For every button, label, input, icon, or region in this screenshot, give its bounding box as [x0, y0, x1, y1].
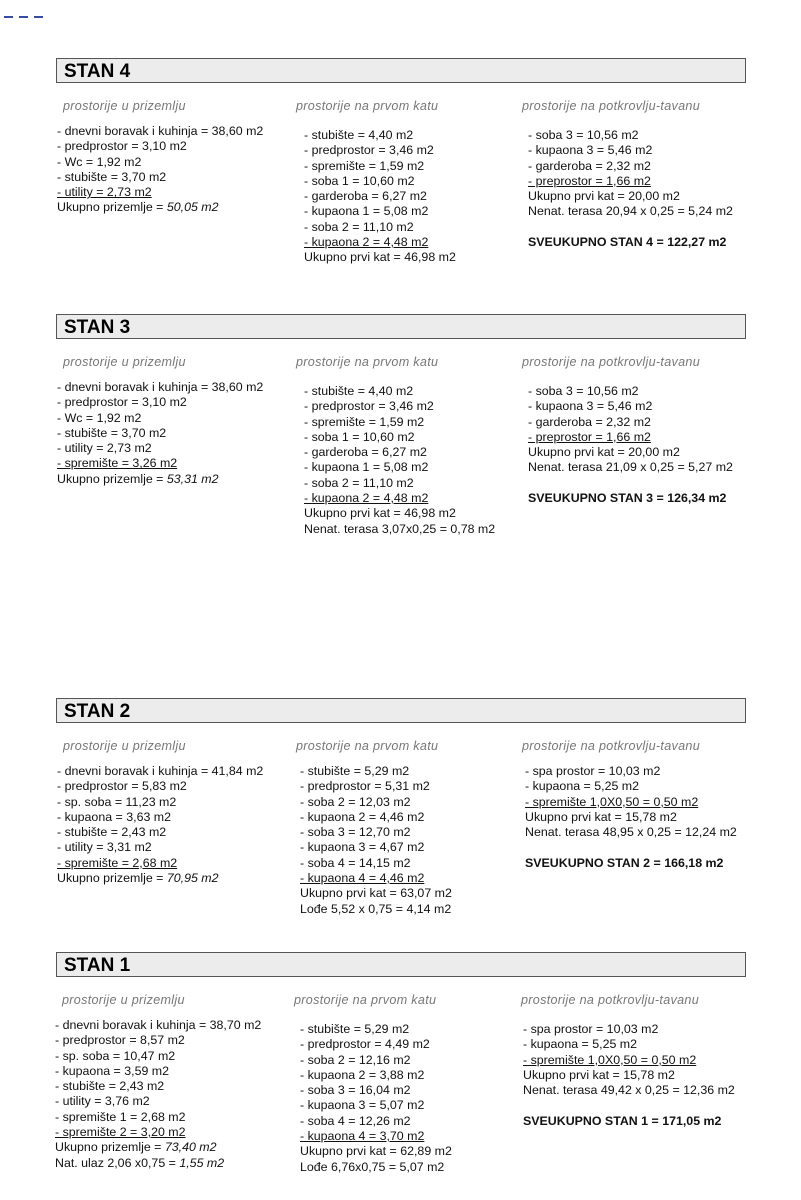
room-line: - dnevni boravak i kuhinja = 38,60 m2 [57, 124, 264, 138]
room-line: - kupaona 4 = 4,46 m2 [300, 871, 425, 886]
ground-total: Ukupno prizemlje = 70,95 m2 [57, 871, 219, 886]
room-line: - kupaona 2 = 4,48 m2 [304, 491, 429, 506]
stan-1-grand-total: SVEUKUPNO STAN 1 = 171,05 m2 [523, 1113, 722, 1128]
stan-3-first-list [304, 384, 495, 537]
room-line: - soba 3 = 10,56 m2 [528, 384, 639, 398]
stan-2-title: STAN 2 [64, 701, 131, 722]
room-line: - stubište = 4,40 m2 [304, 128, 414, 142]
room-line: - spremište 2 = 3,20 m2 [55, 1125, 186, 1140]
loggia-line: Lođe 5,52 x 0,75 = 4,14 m2 [300, 901, 452, 916]
room-line: - kupaona 2 = 4,46 m2 [300, 809, 425, 824]
room-line: - predprostor = 3,46 m2 [304, 143, 434, 158]
room-line: - soba 1 = 10,60 m2 [304, 429, 415, 444]
attic-total: Ukupno prvi kat = 20,00 m2 [528, 189, 680, 204]
room-line: - kupaona 3 = 5,46 m2 [528, 399, 653, 414]
room-line: - utility = 3,31 m2 [57, 840, 152, 855]
room-line: - stubište = 5,29 m2 [300, 1022, 410, 1036]
terrace-line: Nenat. terasa 48,95 x 0,25 = 12,24 m2 [525, 825, 737, 840]
room-line: - soba 2 = 11,10 m2 [304, 219, 414, 234]
room-line: - stubište = 4,40 m2 [304, 384, 414, 398]
room-line: - predprostor = 8,57 m2 [55, 1033, 185, 1048]
room-line: - kupaona 4 = 3,70 m2 [300, 1129, 425, 1144]
room-line: - predprostor = 3,10 m2 [57, 139, 187, 154]
stan-2-grand-total: SVEUKUPNO STAN 2 = 166,18 m2 [525, 855, 724, 870]
stan-4-title: STAN 4 [64, 61, 131, 82]
room-line: - utility = 3,76 m2 [55, 1094, 150, 1109]
room-line: - stubište = 3,70 m2 [57, 169, 167, 184]
room-line: - soba 2 = 12,16 m2 [300, 1052, 411, 1067]
room-line: - soba 4 = 12,26 m2 [300, 1113, 411, 1128]
room-line: - kupaona = 5,25 m2 [523, 1037, 638, 1052]
attic-total: Ukupno prvi kat = 15,78 m2 [525, 809, 677, 824]
attic-heading: prostorije na potkrovlju-tavanu [522, 99, 701, 113]
terrace-line: Nenat. terasa 3,07x0,25 = 0,78 m2 [304, 521, 496, 536]
room-line: - kupaona 3 = 5,46 m2 [528, 143, 653, 158]
attic-total: Ukupno prvi kat = 20,00 m2 [528, 445, 680, 460]
room-line: - utility = 2,73 m2 [57, 441, 152, 456]
stan-3-ground-list [57, 380, 263, 487]
room-line: - garderoba = 2,32 m2 [528, 414, 651, 429]
room-line: - utility = 2,73 m2 [57, 185, 152, 200]
room-line: - kupaona 2 = 4,48 m2 [304, 235, 429, 250]
stan-3-grand-total: SVEUKUPNO STAN 3 = 126,34 m2 [528, 491, 727, 506]
room-line: - stubište = 5,29 m2 [300, 764, 410, 778]
room-line: - sp. soba = 10,47 m2 [55, 1048, 176, 1063]
room-line: - soba 3 = 12,70 m2 [300, 825, 411, 840]
stan-2-first-list [300, 764, 452, 917]
stan-4-header [56, 58, 746, 83]
stan-4-grand-total: SVEUKUPNO STAN 4 = 122,27 m2 [528, 235, 727, 250]
room-line: - predprostor = 4,49 m2 [300, 1037, 430, 1052]
room-line: - spa prostor = 10,03 m2 [525, 764, 661, 778]
room-line: - kupaona 3 = 4,67 m2 [300, 840, 425, 855]
room-line: - kupaona = 3,63 m2 [57, 809, 172, 824]
room-line: - garderoba = 6,27 m2 [304, 189, 427, 204]
stan-1-title: STAN 1 [64, 955, 131, 976]
ground-total: Ukupno prizemlje = 53,31 m2 [57, 471, 219, 486]
terrace-line: Nenat. terasa 21,09 x 0,25 = 5,27 m2 [528, 460, 733, 475]
stan-2-attic-list [525, 764, 737, 871]
ground-heading: prostorije u prizemlju [63, 739, 186, 753]
stan-1-first-list [300, 1022, 452, 1175]
room-line: - spa prostor = 10,03 m2 [523, 1022, 659, 1036]
first-floor-heading: prostorije na prvom katu [296, 739, 439, 753]
stan-3-title: STAN 3 [64, 317, 131, 338]
loggia-line: Lođe 6,76x0,75 = 5,07 m2 [300, 1159, 445, 1174]
stan-1-header [56, 952, 746, 977]
room-line: - soba 3 = 10,56 m2 [528, 128, 639, 142]
room-line: - soba 4 = 14,15 m2 [300, 855, 411, 870]
room-line: - soba 2 = 12,03 m2 [300, 794, 411, 809]
ground-heading: prostorije u prizemlju [63, 355, 186, 369]
room-line: - spremište = 2,68 m2 [57, 855, 178, 870]
stan-4-attic-list [528, 128, 733, 250]
room-line: - garderoba = 6,27 m2 [304, 445, 427, 460]
room-line: - stubište = 2,43 m2 [55, 1079, 165, 1094]
room-line: - garderoba = 2,32 m2 [528, 158, 651, 173]
ground-total: Ukupno prizemlje = 50,05 m2 [57, 200, 219, 215]
attic-heading: prostorije na potkrovlju-tavanu [522, 739, 701, 753]
room-line: - dnevni boravak i kuhinja = 38,60 m2 [57, 380, 264, 394]
first-total: Ukupno prvi kat = 63,07 m2 [300, 886, 452, 901]
stan-2-header [56, 698, 746, 723]
room-line: - dnevni boravak i kuhinja = 38,70 m2 [55, 1018, 262, 1032]
room-line: - soba 2 = 11,10 m2 [304, 475, 414, 490]
first-floor-heading: prostorije na prvom katu [294, 993, 437, 1007]
ground-heading: prostorije u prizemlju [63, 99, 186, 113]
room-line: - kupaona = 3,59 m2 [55, 1063, 170, 1078]
room-line: - predprostor = 5,83 m2 [57, 779, 187, 794]
room-line: - kupaona = 5,25 m2 [525, 779, 640, 794]
terrace-line: Nenat. terasa 20,94 x 0,25 = 5,24 m2 [528, 204, 733, 219]
room-line: - stubište = 3,70 m2 [57, 425, 167, 440]
page-corner-mark [2, 6, 46, 18]
attic-heading: prostorije na potkrovlju-tavanu [521, 993, 700, 1007]
stan-3-attic-list [528, 384, 733, 506]
room-line: - predprostor = 3,10 m2 [57, 395, 187, 410]
stan-2-ground-list [57, 764, 263, 886]
stan-3-header [56, 314, 746, 339]
first-total: Ukupno prvi kat = 62,89 m2 [300, 1144, 452, 1159]
room-line: - spremište 1 = 2,68 m2 [55, 1109, 186, 1124]
first-floor-heading: prostorije na prvom katu [296, 355, 439, 369]
attic-heading: prostorije na potkrovlju-tavanu [522, 355, 701, 369]
room-line: - preprostor = 1,66 m2 [528, 173, 651, 188]
room-line: - stubište = 2,43 m2 [57, 825, 167, 840]
room-line: - Wc = 1,92 m2 [57, 154, 142, 169]
room-line: - spremište 1,0X0,50 = 0,50 m2 [525, 794, 699, 809]
ground-total: Ukupno prizemlje = 73,40 m2 [55, 1140, 217, 1155]
entrance-line: Nat. ulaz 2,06 x0,75 = 1,55 m2 [55, 1155, 225, 1170]
terrace-line: Nenat. terasa 49,42 x 0,25 = 12,36 m2 [523, 1083, 735, 1098]
room-line: - kupaona 3 = 5,07 m2 [300, 1098, 425, 1113]
first-total: Ukupno prvi kat = 46,98 m2 [304, 506, 456, 521]
ground-heading: prostorije u prizemlju [62, 993, 185, 1007]
room-line: - soba 3 = 16,04 m2 [300, 1083, 411, 1098]
room-line: - predprostor = 3,46 m2 [304, 399, 434, 414]
stan-1-attic-list [523, 1022, 735, 1129]
first-floor-heading: prostorije na prvom katu [296, 99, 439, 113]
room-line: - kupaona 2 = 3,88 m2 [300, 1067, 425, 1082]
room-line: - spremište = 1,59 m2 [304, 414, 425, 429]
room-line: - spremište 1,0X0,50 = 0,50 m2 [523, 1052, 697, 1067]
room-line: - Wc = 1,92 m2 [57, 410, 142, 425]
room-line: - preprostor = 1,66 m2 [528, 429, 651, 444]
stan-4-first-list [304, 128, 456, 266]
first-total: Ukupno prvi kat = 46,98 m2 [304, 250, 456, 265]
room-line: - kupaona 1 = 5,08 m2 [304, 460, 429, 475]
room-line: - dnevni boravak i kuhinja = 41,84 m2 [57, 764, 264, 778]
stan-4-ground-list [57, 124, 263, 216]
attic-total: Ukupno prvi kat = 15,78 m2 [523, 1067, 675, 1082]
room-line: - soba 1 = 10,60 m2 [304, 173, 415, 188]
stan-1-ground-list [55, 1018, 261, 1171]
room-line: - spremište = 3,26 m2 [57, 456, 178, 471]
room-line: - predprostor = 5,31 m2 [300, 779, 430, 794]
room-line: - spremište = 1,59 m2 [304, 158, 425, 173]
room-line: - kupaona 1 = 5,08 m2 [304, 204, 429, 219]
room-line: - sp. soba = 11,23 m2 [57, 794, 177, 809]
